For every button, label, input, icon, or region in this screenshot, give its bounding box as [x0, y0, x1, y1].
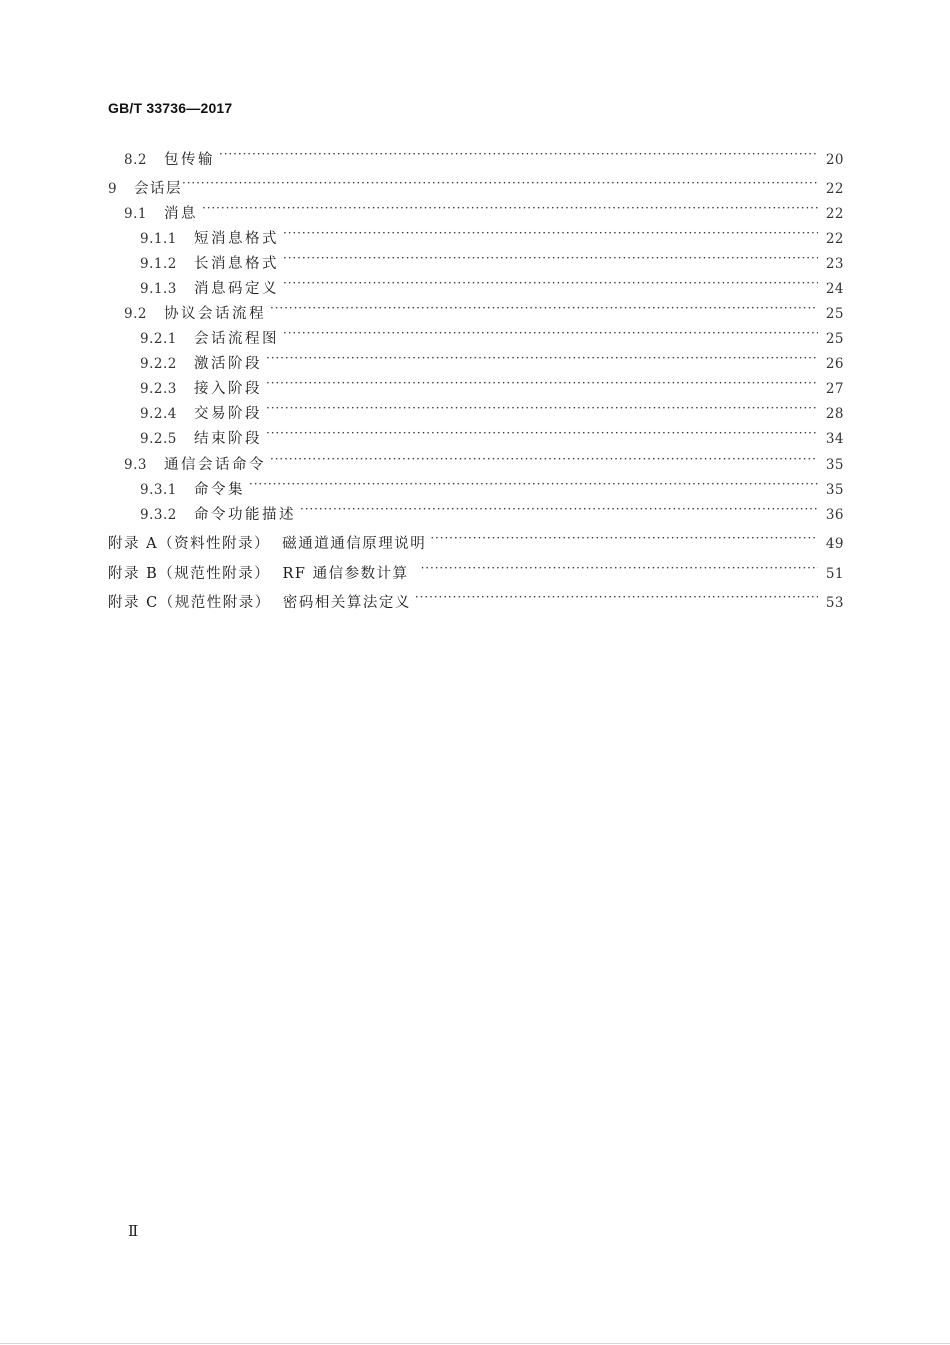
toc-section-title: 通信会话命令 [164, 457, 266, 473]
toc-dot-leader [283, 248, 818, 268]
toc-entry[interactable] [108, 273, 844, 297]
toc-section-number: 9.2.3 [140, 381, 177, 397]
toc-section-number: 9.2.1 [140, 331, 177, 347]
toc-dot-leader [266, 423, 818, 443]
toc-entry[interactable] [108, 323, 844, 347]
toc-page-number: 53 [825, 595, 844, 611]
toc-section-title: 激活阶段 [194, 356, 262, 372]
toc-page-number: 20 [825, 152, 844, 168]
toc-section-number: 9.2.5 [140, 431, 177, 447]
page-bottom-edge [0, 1343, 950, 1344]
toc-section-title: 命令集 [194, 482, 245, 498]
toc-section-title: 短消息格式 [194, 231, 279, 247]
toc-dot-leader [283, 323, 818, 343]
toc-entry[interactable] [108, 298, 844, 322]
toc-entry[interactable] [108, 449, 844, 473]
toc-section-title: 长消息格式 [194, 256, 279, 272]
toc-entry-annex-c[interactable] [108, 587, 844, 611]
toc-annex-title: 附录 A（资料性附录） 磁通道通信原理说明 [108, 536, 427, 552]
toc-page-number: 26 [825, 356, 844, 372]
toc-dot-leader [266, 348, 818, 368]
toc-page-number: 35 [825, 457, 844, 473]
toc-section-number: 8.2 [124, 152, 147, 168]
toc-section-title: 包传输 [164, 152, 215, 168]
toc-section-title: 消息码定义 [194, 281, 279, 297]
toc-section-title: 命令功能描述 [194, 507, 296, 523]
toc-entry-annex-b[interactable] [108, 558, 844, 582]
toc-entry[interactable] [108, 474, 844, 498]
toc-section-number: 9.1.3 [140, 281, 177, 297]
toc-section-number: 9.2.4 [140, 406, 177, 422]
toc-dot-leader [270, 449, 818, 469]
toc-dot-leader [283, 223, 818, 243]
toc-page-number: 24 [825, 281, 844, 297]
toc-entry[interactable] [108, 499, 844, 523]
toc-section-number: 9.3 [124, 457, 147, 473]
toc-dot-leader [202, 198, 818, 218]
toc-annex-title: 附录 B（规范性附录） RF 通信参数计算 [108, 566, 409, 582]
toc-page-number: 36 [825, 507, 844, 523]
toc-entry[interactable] [108, 348, 844, 372]
toc-dot-leader [266, 398, 818, 418]
toc-annex-title: 附录 C（规范性附录） 密码相关算法定义 [108, 595, 411, 611]
toc-entry[interactable] [108, 198, 844, 222]
toc-dot-leader [249, 474, 818, 494]
toc-page-number: 22 [825, 231, 844, 247]
toc-dot-leader [182, 173, 818, 193]
toc-dot-leader [266, 373, 818, 393]
toc-section-title: 结束阶段 [194, 431, 262, 447]
toc-page-number: 35 [825, 482, 844, 498]
toc-entry[interactable] [108, 144, 844, 168]
toc-page-number: 51 [825, 566, 844, 582]
toc-section-title: 接入阶段 [194, 381, 262, 397]
toc-dot-leader [270, 298, 818, 318]
toc-page-number: 25 [825, 331, 844, 347]
toc-section-number: 9 [108, 181, 118, 197]
toc-page-number: 28 [825, 406, 844, 422]
toc-section-number: 9.1.2 [140, 256, 177, 272]
toc-entry[interactable] [108, 423, 844, 447]
page-number: Ⅱ [128, 1224, 139, 1240]
toc-entry[interactable] [108, 173, 844, 197]
toc-section-title: 会话层 [134, 181, 182, 197]
toc-dot-leader [300, 499, 818, 519]
toc-section-title: 协议会话流程 [164, 306, 266, 322]
toc-page-number: 49 [825, 536, 844, 552]
toc-page-number: 22 [825, 181, 844, 197]
toc-page-number: 34 [825, 431, 844, 447]
toc-section-title: 交易阶段 [194, 406, 262, 422]
toc-section-number: 9.1 [124, 206, 147, 222]
toc-dot-leader [421, 558, 818, 578]
toc-entry[interactable] [108, 398, 844, 422]
toc-entry[interactable] [108, 248, 844, 272]
toc-entry[interactable] [108, 373, 844, 397]
toc-dot-leader [283, 273, 818, 293]
toc-dot-leader [219, 144, 818, 164]
toc-section-number: 9.1.1 [140, 231, 177, 247]
toc-page-number: 22 [825, 206, 844, 222]
toc-entry[interactable] [108, 223, 844, 247]
toc-dot-leader [430, 528, 818, 548]
toc-page-number: 23 [825, 256, 844, 272]
toc-dot-leader [415, 587, 818, 607]
toc-entry-annex-a[interactable] [108, 528, 844, 552]
toc-section-number: 9.2.2 [140, 356, 177, 372]
toc-section-number: 9.2 [124, 306, 147, 322]
standard-number: GB/T 33736—2017 [108, 100, 233, 116]
toc-section-title: 会话流程图 [194, 331, 279, 347]
toc-section-number: 9.3.1 [140, 482, 177, 498]
toc-page-number: 27 [825, 381, 844, 397]
toc-page-number: 25 [825, 306, 844, 322]
toc-section-number: 9.3.2 [140, 507, 177, 523]
toc-section-title: 消息 [164, 206, 198, 222]
